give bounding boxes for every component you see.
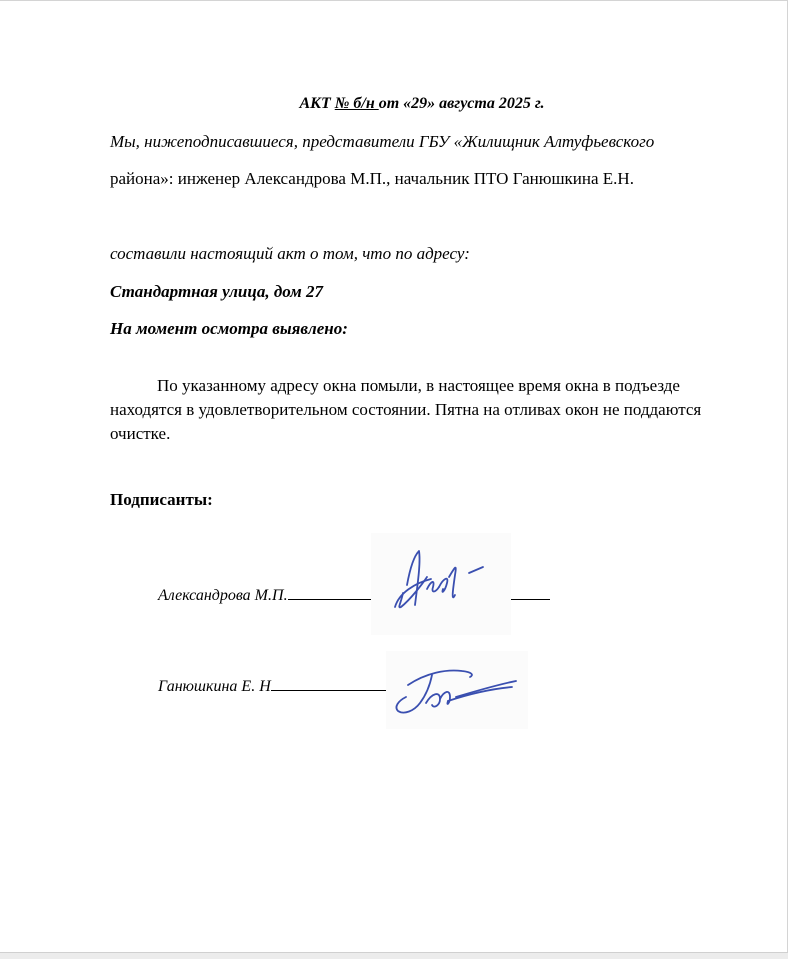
act-number: № б/н [334,95,379,112]
signature-1-image [371,533,511,635]
findings-paragraph: По указанному адресу окна помыли, в настоящее время окна в подъезде находятся в удовлетворительном состоянии. Пятна на отливах окон не поддаются очистке. [110,376,702,443]
signer-1-name: Александрова М.П. [158,587,288,604]
signer-2-name: Ганюшкина Е. Н [158,678,271,695]
title-date: от «29» августа 2025 г. [378,95,545,112]
title-prefix: АКТ [299,95,335,112]
intro-line-1: Мы, нижеподписавшиеся, представители ГБУ «Жилищник Алтуфьевского [110,132,655,151]
compose-statement: составили настоящий акт о том, что по адресу: [110,244,470,263]
intro-line-2: района»: инженер Александрова М.П., начальник ПТО Ганюшкина Е.Н. [110,169,634,188]
signature-2-image [386,651,528,729]
act-title [0,94,788,114]
inspection-address: Стандартная улица, дом 27 [110,282,324,301]
findings-heading: На момент осмотра выявлено: [110,319,348,338]
signers-heading: Подписанты: [110,490,213,509]
